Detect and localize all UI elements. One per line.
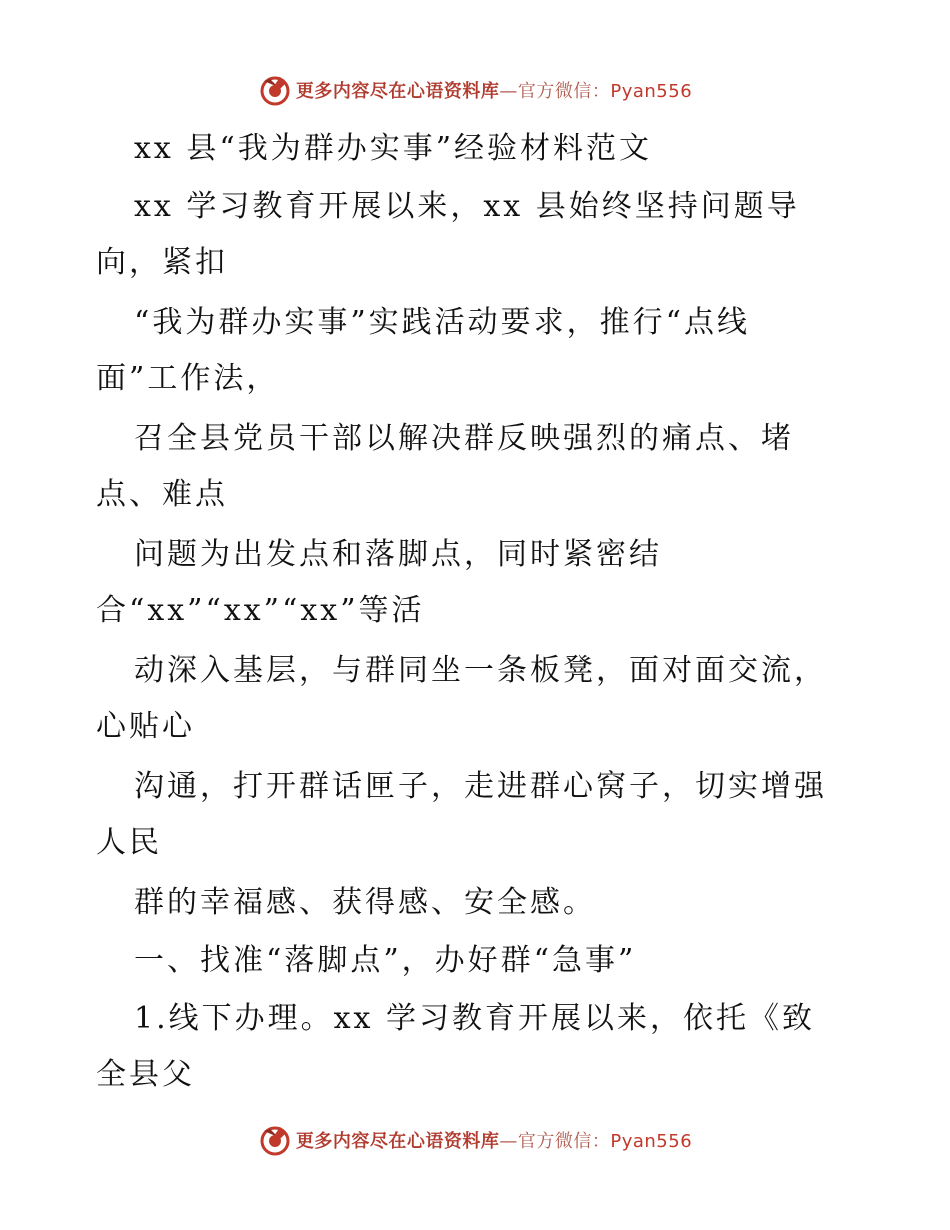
- header-banner-main: 更多内容尽在心语资料库: [295, 81, 500, 102]
- paragraph-line: 面”工作法，: [96, 361, 280, 396]
- paragraph-line: “我为群办实事”实践活动要求，推行“点线: [134, 305, 751, 340]
- footer-banner-sub: 官方微信：: [517, 1131, 611, 1152]
- paragraph-line: 点、难点: [96, 477, 228, 512]
- footer-banner-main: 更多内容尽在心语资料库: [295, 1131, 500, 1152]
- paragraph-line: xx 学习教育开展以来，xx 县始终坚持问题导: [134, 189, 800, 224]
- footer-banner-dash: —: [499, 1131, 518, 1152]
- paragraph-line: 合“xx”“xx”“xx”等活: [96, 593, 425, 628]
- header-banner-dash: —: [499, 81, 518, 102]
- paragraph-line: 动深入基层，与群同坐一条板凳，面对面交流，: [134, 653, 827, 688]
- brand-logo-icon: [258, 1123, 292, 1157]
- brand-logo-icon: [258, 73, 292, 107]
- footer-banner-account: Pyan556: [610, 1131, 693, 1152]
- footer-banner-text: [296, 1127, 692, 1153]
- header-banner-account: Pyan556: [610, 81, 693, 102]
- paragraph-line: 人民: [96, 825, 162, 860]
- document-title: xx 县“我为群办实事”经验材料范文: [134, 131, 653, 166]
- header-banner: [0, 68, 950, 112]
- paragraph-line: 群的幸福感、获得感、安全感。: [134, 885, 596, 920]
- paragraph-line: 全县父: [96, 1057, 195, 1092]
- section-heading: 一、找准“落脚点”，办好群“急事”: [134, 943, 637, 978]
- paragraph-line: 问题为出发点和落脚点，同时紧密结: [134, 537, 662, 572]
- footer-banner: [0, 1118, 950, 1162]
- paragraph-line: 向，紧扣: [96, 245, 228, 280]
- header-banner-sub: 官方微信：: [517, 81, 611, 102]
- paragraph-line: 沟通，打开群话匣子，走进群心窝子，切实增强: [134, 769, 827, 804]
- paragraph-line: 1.线下办理。xx 学习教育开展以来，依托《致: [134, 1001, 815, 1036]
- paragraph-line: 召全县党员干部以解决群反映强烈的痛点、堵: [134, 421, 794, 456]
- paragraph-line: 心贴心: [96, 709, 195, 744]
- header-banner-text: [296, 77, 692, 103]
